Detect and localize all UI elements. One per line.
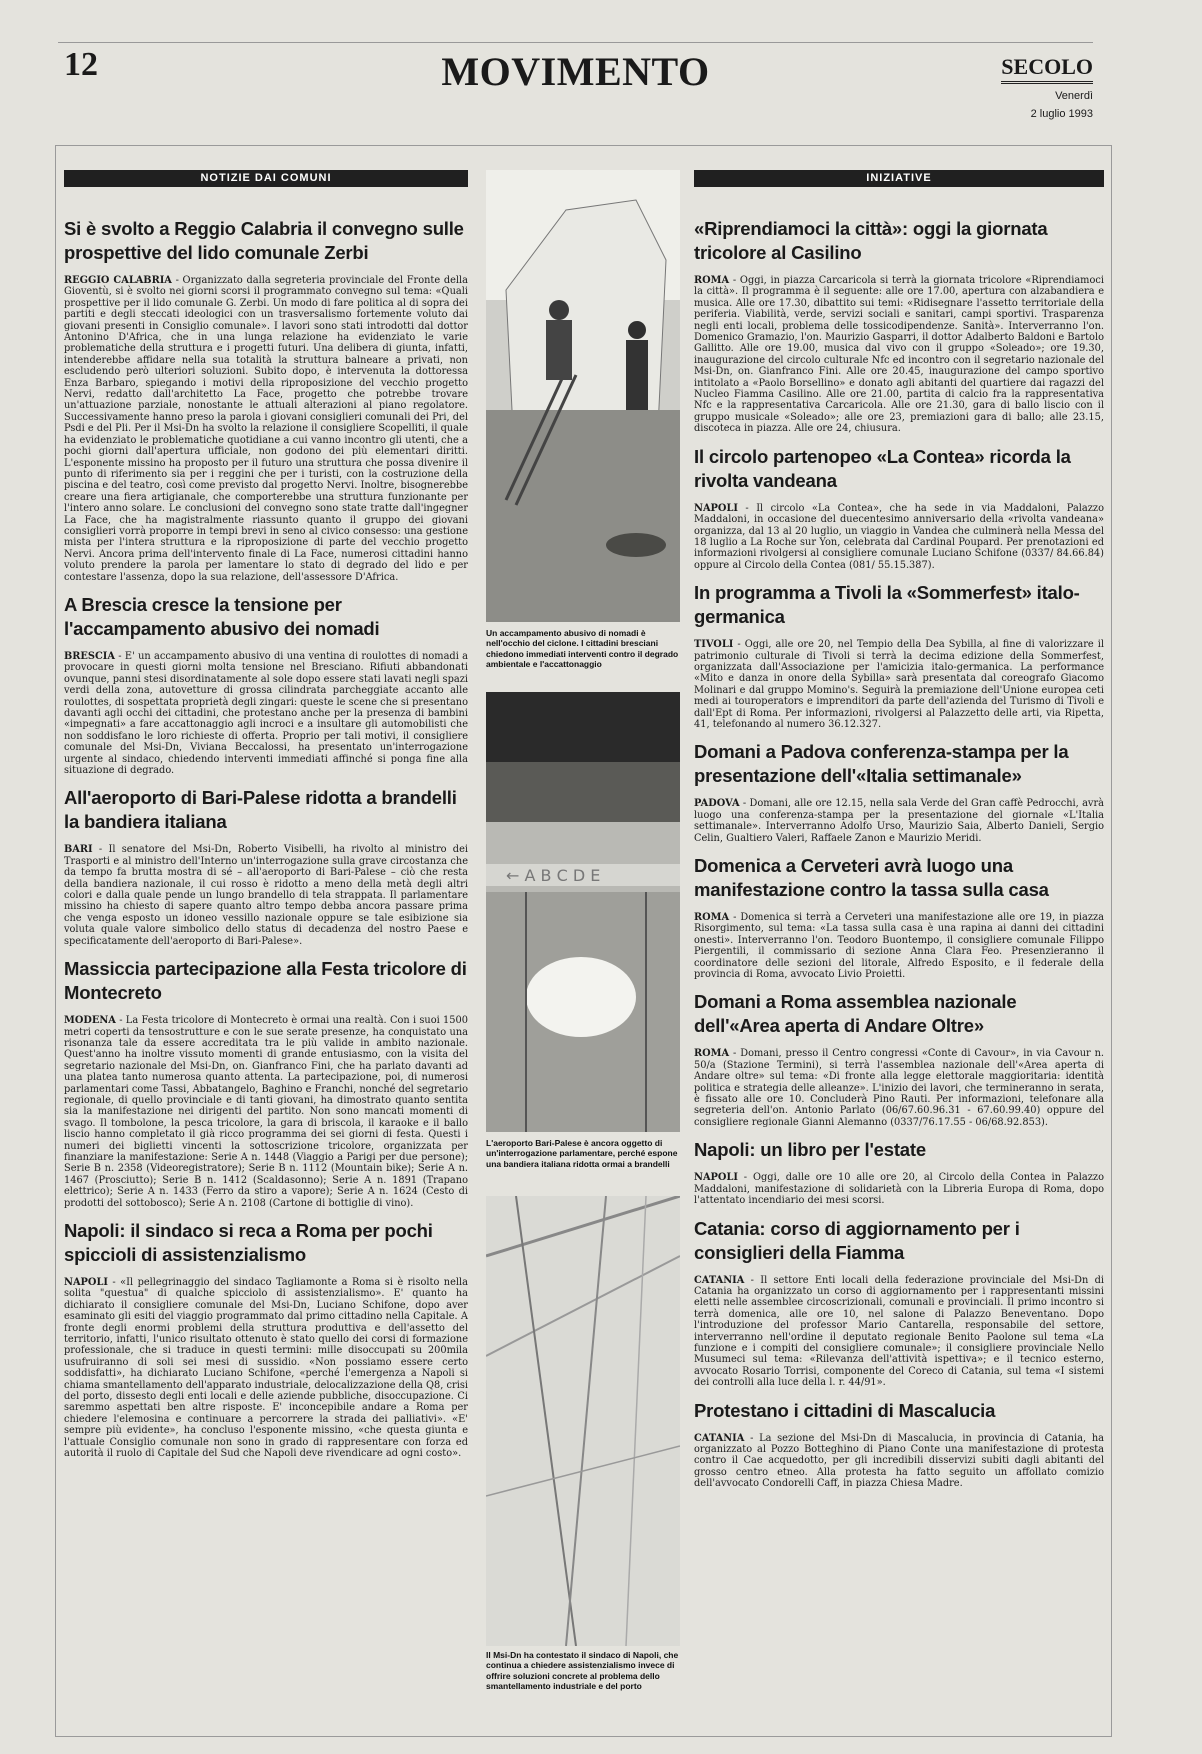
section-title: MOVIMENTO [441,49,710,94]
article-text: - «Il pellegrinaggio del sindaco Tagliamonte a Roma si è risolto nella solita "questua" di qualche spicciolo di assistenzialismo». E' quanto ha dichiarato il consigliere comunale del Msi-Dn, Luciano Schifone, dopo aver esaminato gli esiti del viaggio programmato dal primo cittadino nella Capitale. A fronte degli enormi problemi della struttura produttiva e dell'assetto del territorio, infatti, l'unico risultato ottenuto è stato quello dei corsi di formazione professionale, che si traduce in questi termini: mille disoccupati su 200mila usufruiranno di soli sei mesi di sussidio. «Non possiamo essere certo soddisfatti», ha dichiarato Luciano Schifone, «perché l'emergenza a Napoli si chiama smantellamento dell'apparato industriale, delocalizzazione della Q8, crisi del porto, dissesto degli enti locali e delle aziende pubbliche, disoccupazione. Ci saremmo aspettati ben altre risposte. E' inconcepibile andare a Roma per chiedere l'elemosina e continuare a percorrere la strada dei palliativi». «E' sempre più evidente», ha concluso l'esponente missino, «che questa giunta e l'attuale Consiglio comunale non sono in grado di rappresentare con forza ed autorità il ruolo di Capitale del Sud che Napoli deve rivendicare ad ogni costo». [64,1277,468,1460]
article [694,854,1104,980]
article-dateline: ROMA [694,275,730,286]
article-text: - La Festa tricolore di Montecreto è ormai una realtà. Con i suoi 1500 metri coperti da tensostrutture e con le sue serate presenze, ha conquistato una risonanza tale da essere accreditata tra le più valide in ambito nazionale. Quest'anno ha inoltre vissuto momenti di grande entusiasmo, con la visita del segretario nazionale del Msi-Dn, on. Gianfranco Fini, che ha parlato davanti ad una platea tanto numerosa quanto attenta. La partecipazione, poi, di numerosi parlamentari come Tassi, Abbatangelo, Baghino e Franchi, nonché del segretario regionale, di quello provinciale e di tanti giovani, ha dimostrato quanto sentita sia la manifestazione nei dirigenti del partito. Non sono mancati momenti di svago. Il tombolone, la pesca tricolore, la gara di briscola, il karaoke e il ballo liscio hanno completato il già ricco programma dei sei giorni di festa. Questi i numeri dei biglietti vincenti la sottoscrizione tricolore, organizzata per finanziare la manifestazione: Serie A n. 1448 (Viaggio a Parigi per due persone); Serie B n. 2358 (Videoregistratore); Serie B n. 1112 (Mountain bike); Serie A n. 1467 (Prosciutto); Serie B n. 1412 (Scaldasonno); Serie A n. 1891 (Trapano elettrico); Serie A n. 1433 (Ferro da stiro a vapore); Serie A n. 1624 (Cesto di prodotti del sottobosco); Serie A n. 2108 (Cartone di bottiglie di vino). [64,1015,468,1209]
article-dateline: MODENA [64,1015,116,1027]
article-text: - Il senatore del Msi-Dn, Roberto Visibelli, ha rivolto al ministro dei Trasporti e al ministro dell'Interno un'interrogazione sulla grave circostanza che da tempo fa brutta mostra di sé – all'aeroporto di Bari-Palese – ciò che resta della bandiera nazionale, il cui rosso è ridotto a meno della metà degli altri colori e dalla quale pende un lungo brandello di tela strappata. Il parlamentare missino ha chiesto di sapere quanto altro tempo debba ancora passare prima che venga esposto un idoneo vessillo nazionale oppure se tale esibizione sia voluta quale valore simbolico dello status di decadenza del nostro Paese e specificatamente dell'aeroporto di Bari-Palese». [64,844,468,947]
issue-weekday: Venerdì [1055,90,1093,102]
section-band-left: NOTIZIE DAI COMUNI [64,170,468,187]
section-band-right: INIZIATIVE [694,170,1104,187]
article-body [64,1015,468,1209]
right-column [694,170,1104,1728]
article-body [694,275,1104,435]
photo-nomad-camp [486,170,680,622]
article-body [64,844,468,947]
article-body [64,1277,468,1460]
article-body [694,1172,1104,1206]
newspaper-logo [989,54,1093,120]
article [694,1217,1104,1389]
article [694,217,1104,435]
article-dateline: NAPOLI [694,502,738,514]
article-dateline: CATANIA [694,1432,745,1444]
article [694,581,1104,730]
article-title: In programma a Tivoli la «Sommerfest» italo-germanica [694,582,1080,628]
article-title: Protestano i cittadini di Mascalucia [694,1399,996,1421]
article-body [694,1048,1104,1128]
article-dateline: CATANIA [694,1274,745,1286]
masthead [58,38,1093,120]
photo-airport [486,692,680,1132]
left-column [64,170,468,1728]
article [64,786,468,947]
article [64,1219,468,1460]
photo-caption-airport: L'aeroporto Bari-Palese è ancora oggetto di un'interrogazione parlamentare, perché espone una bandiera italiana ridotta ormai a brandelli [486,1138,678,1169]
article-title: Catania: corso di aggiornamento per i consiglieri della Fiamma [694,1217,1020,1263]
article-title: A Brescia cresce la tensione per l'accampamento abusivo dei nomadi [64,593,380,639]
article-body [694,912,1104,980]
article-title: Domani a Roma assemblea nazionale dell'«Area aperta di Andare Oltre» [694,991,1017,1037]
article-title: Napoli: il sindaco si reca a Roma per pochi spiccioli di assistenzialismo [64,1220,433,1265]
article-text: - E' un accampamento abusivo di una ventina di roulottes di nomadi a provocare in questi giorni molta tensione nel Bresciano. Rifiuti abbandonati ovunque, panni stesi disordinatamente al sole dopo essere stati lavati negli spazi verdi della zona, autovetture di grossa cilindrata parcheggiate accanto alle roulottes, di sospettata proprietà degli zingari: queste le scene che si presentano davanti agli occhi dei cittadini, che protestano anche per la presenza di bambini «impegnati» a fare accattonaggio agli incroci e a insultare gli automobilisti che non soddisfano le loro richieste di offerta. Proprio per tali motivi, il consigliere comunale del Msi-Dn, Viviana Beccalossi, ha presentato un'interrogazione urgente al sindaco, chiedendo interventi immediati affinché si ponga fine alla situazione di degrado. [64,650,468,777]
article-dateline: ROMA [694,1048,730,1060]
article-title: All'aeroporto di Bari-Palese ridotta a brandelli la bandiera italiana [64,787,457,833]
article-body [64,651,468,776]
issue-date: 2 luglio 1993 [1030,108,1093,120]
article [694,1138,1104,1206]
article-title: Il circolo partenopeo «La Contea» ricorda la rivolta vandeana [694,445,1071,491]
article-body [694,1275,1104,1389]
article-body [694,798,1104,844]
article-title: «Riprendiamoci la città»: oggi la giornata tricolore al Casilino [694,218,1048,263]
article-dateline: NAPOLI [64,1277,108,1288]
article-title: Domani a Padova conferenza-stampa per la presentazione dell'«Italia settimanale» [694,741,1069,787]
article-dateline: REGGIO CALABRIA [64,275,172,286]
article-text: - Domani, presso il Centro congressi «Conte di Cavour», in via Cavour n. 50/a (Stazione Termini), si terrà l'assemblea nazionale dell'«Area aperta di Andare oltre» sul tema: «Di fronte alla legge elettorale maggioritaria: identità politica e strategia delle alleanze». L'inizio dei lavori, che termineranno in serata, è fissato alle ore 10. Concluderà Pino Rauti. Per informazioni, telefonare alla segreteria dell'on. Antonio Parlato (06/67.60.96.31 - 67.60.99.40) oppure del consigliere regionale Gianni Alemanno (0337/76.17.55 - 06/68.92.853). [694,1048,1104,1128]
article-body [694,503,1104,571]
article-text: - Il circolo «La Contea», che ha sede in via Maddaloni, Palazzo Maddaloni, in occasione del duecentesimo anniversario della «rivolta vandeana» organizza, dal 13 al 20 luglio, un viaggio in Vandea che culminerà nella Messa del 18 luglio a La Roche sur Yon, celebrata dal Cardinal Poupard. Per prenotazioni ed informazioni rivolgersi al consigliere comunale Luciano Schifone (0337/ 84.66.84) oppure al Circolo della Contea (081/ 55.15.387). [694,502,1104,571]
article-text: - Oggi, dalle ore 10 alle ore 20, al Circolo della Contea in Palazzo Maddaloni, manifestazione di solidarietà con la Libreria Europa di Roma, dopo l'attentato incendiario dei mesi scorsi. [694,1172,1104,1207]
article-body [694,639,1104,730]
photo-caption-napoli: Il Msi-Dn ha contestato il sindaco di Napoli, che continua a chiedere assistenzialismo invece di offrire soluzioni concrete al problema dello smantellamento industriale e del porto [486,1650,679,1692]
article-dateline: TIVOLI [694,639,734,651]
article-dateline: ROMA [694,912,730,923]
article [64,593,468,776]
article-title: Si è svolto a Reggio Calabria il convegno sulle prospettive del lido comunale Zerbi [64,218,464,263]
article-text: - Domani, alle ore 12.15, nella sala Verde del Gran caffè Pedrocchi, avrà luogo una conferenza-stampa per la presentazione del giornale «L'Italia settimanale». Interverranno Adolfo Urso, Maurizio Saia, Alberto Danieli, Sergio Celin, Gualtiero Valeri, Raffaele Zanon e Maurizio Meridi. [694,798,1104,844]
article-dateline: BRESCIA [64,650,115,662]
article [694,1399,1104,1490]
article-title: Domenica a Cerveteri avrà luogo una manifestazione contro la tassa sulla casa [694,855,1049,900]
article [694,445,1104,571]
article-dateline: NAPOLI [694,1172,738,1184]
article [694,990,1104,1128]
page-number: 12 [64,46,98,83]
article-body [64,275,468,583]
logo-text: SECOLO [1001,54,1093,84]
article-text: - Oggi, alle ore 20, nel Tempio della Dea Sybilla, al fine di valorizzare il patrimonio culturale di Tivoli si terrà la decima edizione della Sommerfest, organizzata dall'Associazione per l'amicizia italo-germanica. La performance «Mito e danza in onore della Sybilla» sarà presentata dal coreografo Giacomo Molinari e dal gruppo Momino's. Seguirà la premiazione dell'Unione europea ceti medi ai touroperators e imprenditori da parte dell'azienda del Turismo di Tivoli e dall'Ept di Roma. Per informazioni, rivolgersi al Palazzetto delle arti, via Ripetta, 41, telefonando al numero 36.12.327. [694,639,1104,730]
article [694,740,1104,844]
article-dateline: BARI [64,844,93,856]
photo-port-napoli [486,1196,680,1646]
article-text: - Il settore Enti locali della federazione provinciale del Msi-Dn di Catania ha organizzato un corso di aggiornamento per i rappresentanti missini eletti nelle assemblee circoscrizionali, comunali e provinciali. Il primo incontro si terrà domenica, alle ore 10, nel salone di Palazzo Beneventano. Dopo l'introduzione del professor Mario Cantarella, responsabile del settore, interverranno nell'ordine il deputato regionale Benito Paolone sul tema «La funzione e i compiti del consigliere comunale»; il consigliere provinciale Nello Musumeci sul tema: «Rilevanza dell'attività ispettiva»; e il tecnico esterno, avvocato Rosario Torrisi, componente del Coreco di Catania, sul tema «I sistemi dei controlli alla luce della l. r. 44/91». [694,1274,1104,1389]
article-text: - Domenica si terrà a Cerveteri una manifestazione alle ore 19, in piazza Risorgimento, sul tema: «La tassa sulla casa è una rapina ai danni dei cittadini onesti». Interverranno l'on. Teodoro Buontempo, il consigliere comunale Filippo Piergentili, il commissario di sezione Anna Clara Feo. Presenzieranno il coordinatore delle sezioni del litorale, Alfredo Esposito, e il federale della provincia di Roma, avvocato Livio Proietti. [694,912,1104,981]
photo-caption-nomads: Un accampamento abusivo di nomadi è nell'occhio del ciclone. I cittadini bresciani chiedono immediati interventi contro il degrado ambientale e l'accattonaggio [486,628,679,670]
article-text: - La sezione del Msi-Dn di Mascalucia, in provincia di Catania, ha organizzato al Pozzo Botteghino di Piano Conte una manifestazione di protesta contro il Cae acquedotto, per gli incredibili disservizi subiti dagli abitanti del grosso centro etneo. Alla protesta ha fatto seguito un affollato comizio dell'avvocato Condorelli Caff, in piazza Chiesa Madre. [694,1432,1104,1490]
article-title: Massiccia partecipazione alla Festa tricolore di Montecreto [64,958,467,1004]
article-text: - Organizzato dalla segreteria provinciale del Fronte della Gioventù, si è svolto nei giorni scorsi il programmato convegno sul tema: «Quali prospettive per il lido comunale G. Zerbi. Un modo di fare politica al di sopra dei partiti e degli steccati ideologici con un trasversalismo fortemente voluto dai giovani presenti in Consiglio comunale». I lavori sono stati introdotti dal dottor Antonino D'Africa, che in una lunga relazione ha evidenziato le varie problematiche della struttura e i progetti futuri. Una delibera di giunta, infatti, intenderebbe affidare nella sua totalità la struttura balneare a privati, non escludendo però ulteriori soluzioni. Subito dopo, è intervenuta la dottoressa Enza Barbaro, spiegando i motivi della riproposizione del vecchio progetto Nervi, redatto dall'architetto La Face, progetto che potrebbe trovare un'attuazione parziale, nonostante le attuali alterazioni al piano regolatore. Successivamente hanno preso la parola i giovani consiglieri comunali dei Pri, del Psdi e del Pli. Per il Msi-Dn ha svolto la relazione il consigliere Scopelliti, il quale ha evidenziato le problematiche quotidiane a cui vanno incontro gli utenti, che a pochi giorni dall'apertura ufficiale, non godono dei più elementari diritti. L'esponente missino ha proposto per il futuro una struttura che possa divenire il punto di riferimento sia per i reggini che per i turisti, con la costruzione della piscina e del teatro, così come previsto dal progetto Nervi. Inoltre, bisognerebbe creare una fiera artigianale, che comporterebbe una struttura funzionante per l'intero anno solare. Le conclusioni del convegno sono state tratte dall'ingegner La Face, che ha magistralmente riassunto quanto il gruppo dei giovani consiglieri vorrà proporre in tempi brevi in seno al civico consesso: una gestione mista per l'intera struttura e la riproposizione di parte del vecchio progetto Nervi. Ancora prima dell'intervento finale di La Face, numerosi cittadini hanno voluto prendere la parola per lamentare lo stato di degrado del lido e per contestare l'assenza, dopo la sua relazione, dell'assessore D'Africa. [64,275,468,583]
article-body [694,1433,1104,1490]
article [64,957,468,1209]
svg-text:← A B C D E: ← A B C D E [506,866,601,885]
article-title: Napoli: un libro per l'estate [694,1139,926,1161]
article-dateline: PADOVA [694,798,740,810]
article [64,217,468,583]
article-text: - Oggi, in piazza Carcaricola si terrà la giornata tricolore «Riprendiamoci la città». Il programma è il seguente: alle ore 17.00, apertura con alzabandiera e musica. Alle ore 17.30, dibattito sui temi: «Ridisegnare l'assetto territoriale della periferia. Viabilità, verde, servizi sociali e sanitari, campi sportivi. Trasparenza negli enti locali, problema delle tossicodipendenze. Sanità». Interverranno l'on. Domenico Gramazio, l'on. Maurizio Gasparri, il dottor Adalberto Baldoni e Bartolo Gallitto. Alle ore 19.00, musica dal vivo con il gruppo «Soleado»; ore 19.30, inaugurazione del circolo culturale Nfc ed incontro con il segretario nazionale del Msi-Dn, on. Gianfranco Fini. Alle ore 20.45, inaugurazione del campo sportivo intitolato a «Paolo Borsellino» e donato agli abitanti del quartiere dai ragazzi del Nucleo Fiamma Casilino. Alle ore 21.00, partita di calcio fra la rappresentativa Nfc e la rappresentativa Carcaricola. Alle ore 21.30, gara di ballo liscio con il gruppo musicale «Soleado»; alle ore 23, premiazioni gara di ballo; alle 23.15, discoteca in piazza. Alle ore 24, chiusura. [694,275,1104,435]
